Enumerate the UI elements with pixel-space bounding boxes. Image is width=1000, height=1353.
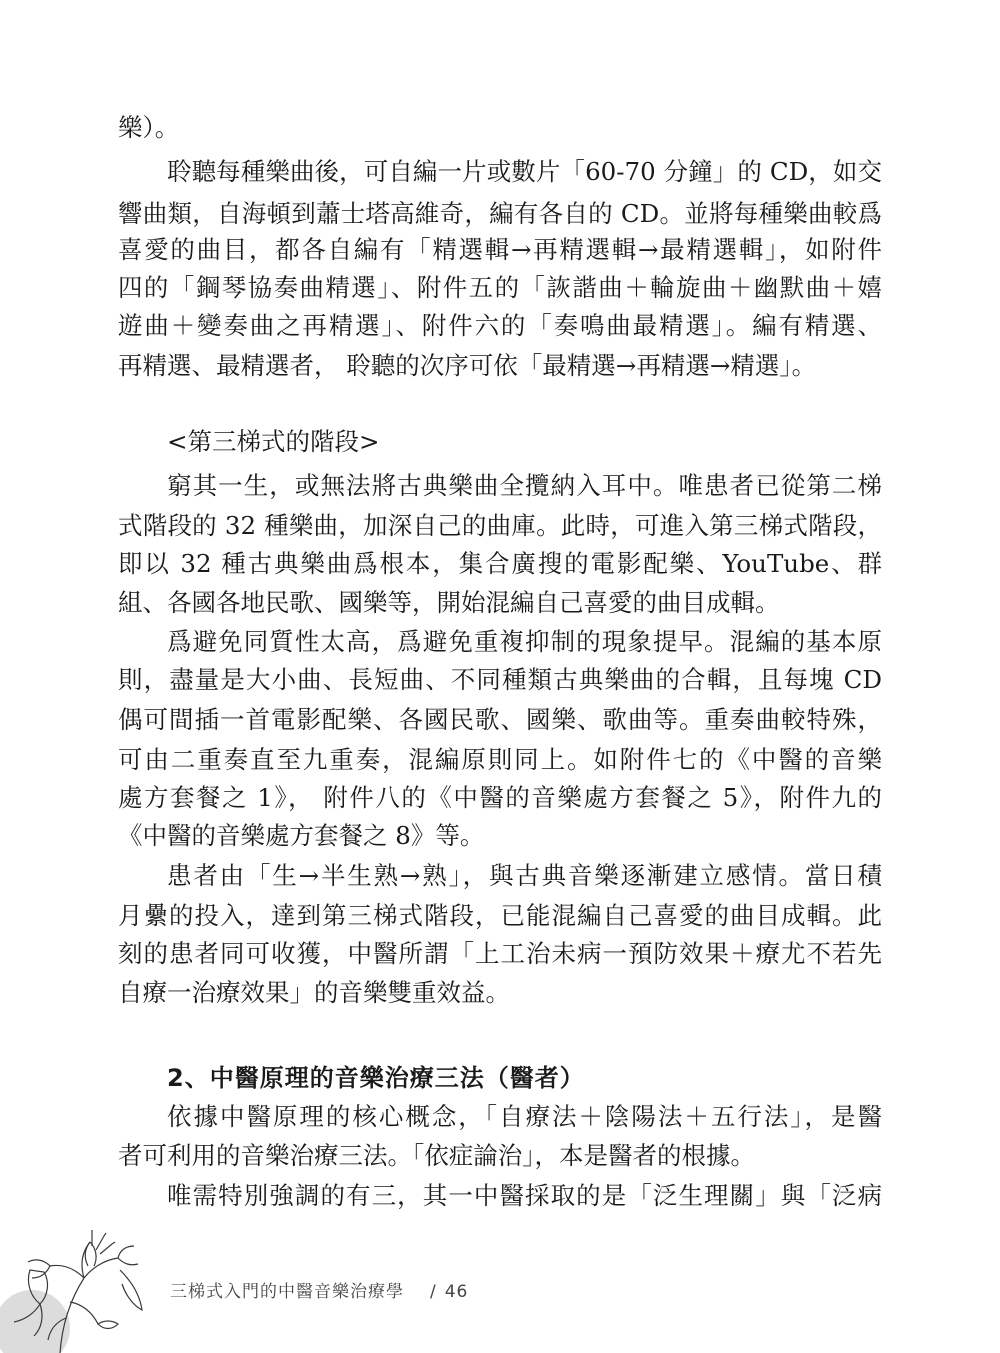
lily-flower-illustration-icon: [0, 1230, 160, 1353]
body-line: 自療一治療效果」的音樂雙重效益。: [118, 978, 510, 1007]
body-line: 遊曲＋變奏曲之再精選」、附件六的「奏鳴曲最精選」。編有精選、: [118, 311, 882, 340]
body-line: 偶可間插一首電影配樂、各國民歌、國樂、歌曲等。重奏曲較特殊，: [118, 705, 882, 734]
footer-book-title: 三梯式入門的中醫音樂治療學: [170, 1282, 404, 1302]
body-line: 依據中醫原理的核心概念，「自療法＋陰陽法＋五行法」，是醫: [167, 1102, 882, 1131]
footer-separator: /: [430, 1282, 437, 1302]
body-line: 處方套餐之 1》， 附件八的《中醫的音樂處方套餐之 5》，附件九的: [118, 783, 882, 812]
body-line: 式階段的 32 種樂曲，加深自己的曲庫。此時，可進入第三梯式階段，: [118, 511, 882, 540]
body-line: 聆聽每種樂曲後，可自編一片或數片「60-70 分鐘」的 CD，如交: [167, 157, 882, 186]
body-line: 組、各國各地民歌、國樂等，開始混編自己喜愛的曲目成輯。: [118, 588, 780, 617]
body-line: 《中醫的音樂處方套餐之 8》等。: [118, 821, 485, 850]
body-line: 再精選、最精選者， 聆聽的次序可依「最精選→再精選→精選」。: [118, 351, 817, 380]
body-line: 響曲類，自海頓到蕭士塔高維奇，編有各自的 CD。並將每種樂曲較爲: [118, 199, 882, 228]
page-number: 46: [444, 1282, 469, 1302]
body-line: 刻的患者同可收獲，中醫所謂「上工治未病一預防效果＋療尤不若先: [118, 939, 882, 968]
body-line: 患者由「生→半生熟→熟」，與古典音樂逐漸建立感情。當日積: [167, 861, 882, 890]
body-line: 樂）。: [118, 113, 180, 142]
body-line: 者可利用的音樂治療三法。「依症論治」，本是醫者的根據。: [118, 1141, 755, 1170]
section-heading: 2、中醫原理的音樂治療三法（醫者）: [167, 1064, 585, 1092]
body-line: 月纍的投入，達到第三梯式階段，已能混編自己喜愛的曲目成輯。此: [118, 901, 882, 930]
section-heading: <第三梯式的階段>: [167, 427, 380, 456]
body-line: 窮其一生，或無法將古典樂曲全攬納入耳中。唯患者已從第二梯: [167, 471, 882, 500]
body-line: 爲避免同質性太高，爲避免重複抑制的現象提早。混編的基本原: [167, 627, 882, 656]
body-line: 四的「鋼琴協奏曲精選」、附件五的「詼諧曲＋輪旋曲＋幽默曲＋嬉: [118, 273, 882, 302]
page-footer: [170, 1277, 468, 1302]
body-line: 唯需特別強調的有三，其一中醫採取的是「泛生理關」與「泛病: [167, 1181, 882, 1210]
body-line: 即以 32 種古典樂曲爲根本，集合廣搜的電影配樂、YouTube、群: [118, 549, 882, 578]
body-line: 喜愛的曲目，都各自編有「精選輯→再精選輯→最精選輯」，如附件: [118, 235, 882, 264]
body-line: 可由二重奏直至九重奏，混編原則同上。如附件七的《中醫的音樂: [118, 745, 882, 774]
body-line: 則，盡量是大小曲、長短曲、不同種類古典樂曲的合輯，且每塊 CD: [118, 665, 882, 694]
